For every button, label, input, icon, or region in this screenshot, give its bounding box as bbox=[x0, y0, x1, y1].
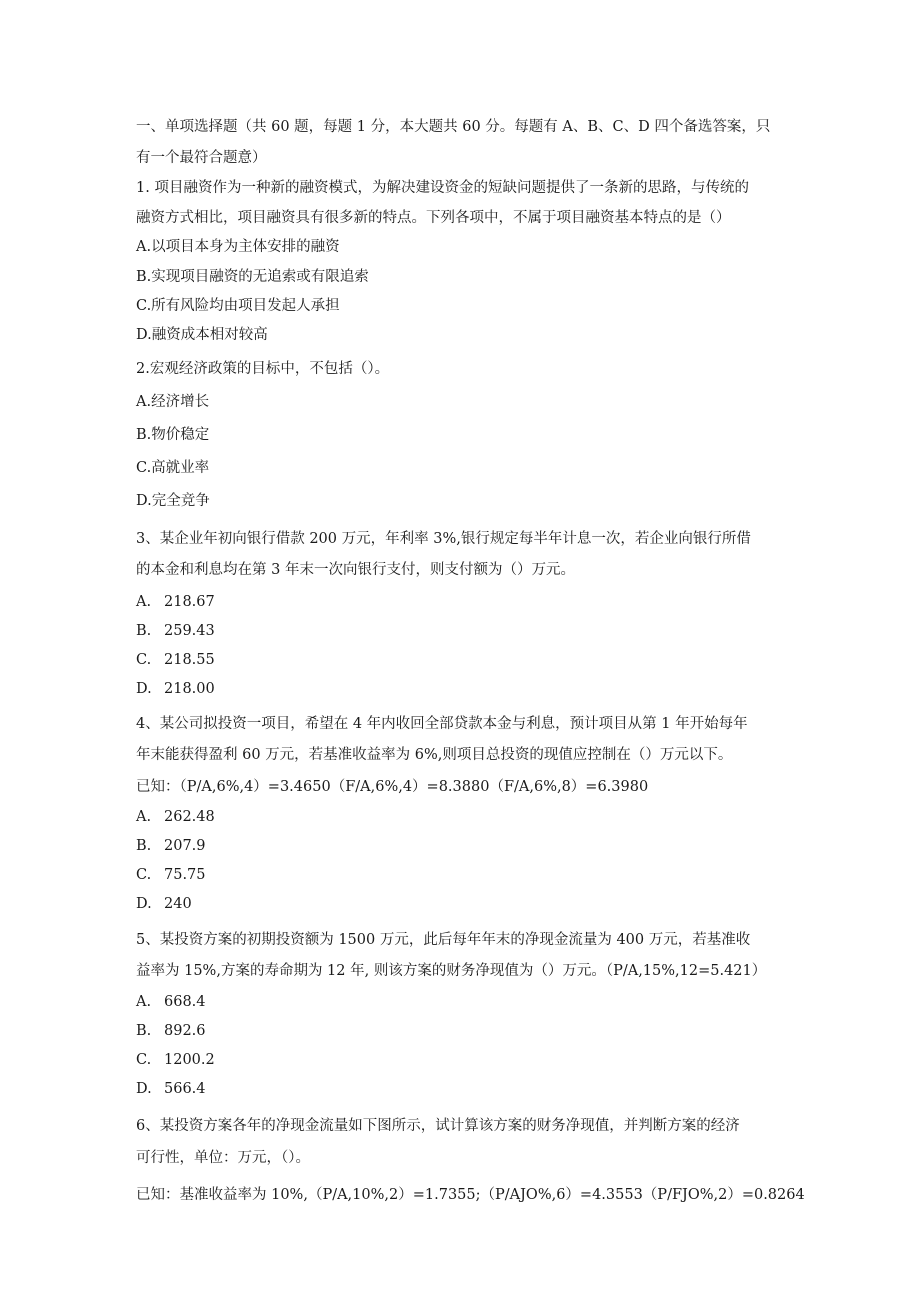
option-letter: C. bbox=[136, 1052, 152, 1068]
q4-option-d bbox=[136, 894, 192, 914]
q3-option-a bbox=[136, 592, 215, 612]
option-value: 259.43 bbox=[164, 623, 215, 639]
option-value: 75.75 bbox=[164, 867, 206, 883]
q4-option-a bbox=[136, 807, 215, 827]
option-value: 566.4 bbox=[164, 1081, 206, 1097]
q4-stem-line-1: 4、某公司拟投资一项目，希望在 4 年内收回全部贷款本金与利息，预计项目从第 1 年开始每年 bbox=[136, 716, 748, 732]
q1-option-c: C.所有风险均由项目发起人承担 bbox=[136, 298, 340, 314]
option-letter: C. bbox=[136, 652, 152, 668]
q5-stem-line-1: 5、某投资方案的初期投资额为 1500 万元，此后每年年末的净现金流量为 400 万元，若基准收 bbox=[136, 932, 751, 948]
q5-option-a bbox=[136, 992, 206, 1012]
option-letter: B. bbox=[136, 623, 152, 639]
option-value: 218.67 bbox=[164, 594, 215, 610]
section-heading-line-1: 一、单项选择题（共 60 题，每题 1 分，本大题共 60 分。每题有 A、B、C、D 四个备选答案，只 bbox=[136, 119, 771, 135]
option-letter: D. bbox=[136, 681, 152, 697]
option-letter: A. bbox=[136, 809, 152, 825]
q1-option-a: A.以项目本身为主体安排的融资 bbox=[136, 239, 340, 255]
option-letter: A. bbox=[136, 994, 152, 1010]
option-value: 218.00 bbox=[164, 681, 215, 697]
q3-stem-line-2: 的本金和利息均在第 3 年末一次向银行支付，则支付额为（）万元。 bbox=[136, 562, 575, 578]
q3-option-b bbox=[136, 621, 215, 641]
q6-stem-line-2: 可行性，单位：万元，（）。 bbox=[136, 1150, 310, 1166]
q2-stem-line-1: 2.宏观经济政策的目标中，不包括（）。 bbox=[136, 361, 390, 377]
option-value: 668.4 bbox=[164, 994, 206, 1010]
option-value: 207.9 bbox=[164, 838, 206, 854]
q6-given-values: 已知：基准收益率为 10%,（P/A,10%,2）=1.7355;（P/AJO%,6）=4.3553（P/FJO%,2）=0.8264 bbox=[136, 1187, 805, 1203]
q5-option-b bbox=[136, 1021, 206, 1041]
option-value: 262.48 bbox=[164, 809, 215, 825]
option-value: 218.55 bbox=[164, 652, 215, 668]
option-letter: A. bbox=[136, 594, 152, 610]
q2-option-a: A.经济增长 bbox=[136, 394, 210, 410]
q1-option-d: D.融资成本相对较高 bbox=[136, 327, 268, 343]
q1-stem-line-1: 1. 项目融资作为一种新的融资模式，为解决建设资金的短缺问题提供了一条新的思路，与传统的 bbox=[136, 180, 749, 196]
q1-stem-line-2: 融资方式相比，项目融资具有很多新的特点。下列各项中，不属于项目融资基本特点的是（） bbox=[136, 210, 731, 226]
q4-stem-line-2: 年末能获得盈利 60 万元，若基准收益率为 6%,则项目总投资的现值应控制在（）万元以下。 bbox=[136, 747, 733, 763]
q5-stem-line-2: 益率为 15%,方案的寿命期为 12 年, 则该方案的财务净现值为（）万元。（P/A,15%,12=5.421） bbox=[136, 963, 767, 979]
q4-option-c bbox=[136, 865, 206, 885]
q2-option-c: C.高就业率 bbox=[136, 460, 210, 476]
q5-option-d bbox=[136, 1079, 206, 1099]
q3-option-d bbox=[136, 679, 215, 699]
option-letter: B. bbox=[136, 838, 152, 854]
option-letter: D. bbox=[136, 896, 152, 912]
q6-stem-line-1: 6、某投资方案各年的净现金流量如下图所示，试计算该方案的财务净现值，并判断方案的经济 bbox=[136, 1118, 740, 1134]
q1-option-b: B.实现项目融资的无追索或有限追索 bbox=[136, 269, 369, 285]
option-value: 240 bbox=[164, 896, 192, 912]
option-value: 892.6 bbox=[164, 1023, 206, 1039]
q2-option-b: B.物价稳定 bbox=[136, 427, 210, 443]
option-letter: C. bbox=[136, 867, 152, 883]
section-heading-line-2: 有一个最符合题意） bbox=[136, 150, 267, 166]
q2-option-d: D.完全竞争 bbox=[136, 493, 210, 509]
option-value: 1200.2 bbox=[164, 1052, 215, 1068]
option-letter: D. bbox=[136, 1081, 152, 1097]
option-letter: B. bbox=[136, 1023, 152, 1039]
q4-given-values: 已知：（P/A,6%,4）=3.4650（F/A,6%,4）=8.3880（F/A,6%,8）=6.3980 bbox=[136, 779, 649, 795]
q3-stem-line-1: 3、某企业年初向银行借款 200 万元，年利率 3%,银行规定每半年计息一次，若企业向银行所借 bbox=[136, 531, 751, 547]
q5-option-c bbox=[136, 1050, 215, 1070]
q3-option-c bbox=[136, 650, 215, 670]
q4-option-b bbox=[136, 836, 206, 856]
